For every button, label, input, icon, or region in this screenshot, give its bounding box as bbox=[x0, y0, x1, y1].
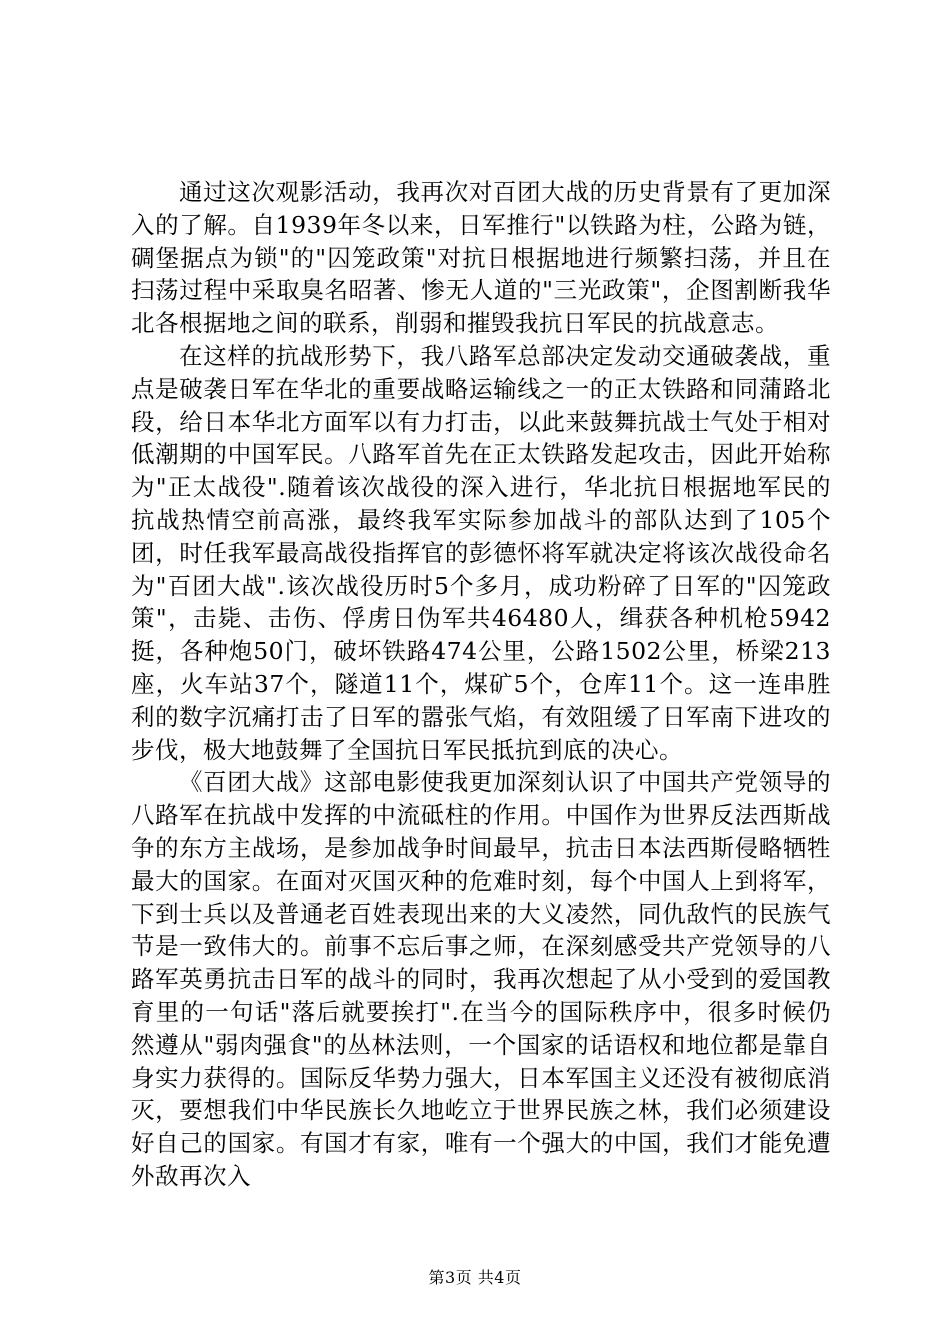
page-number-label: 第3页 共4页 bbox=[428, 1268, 522, 1287]
paragraph-1: 通过这次观影活动，我再次对百团大战的历史背景有了更加深入的了解。自1939年冬以来，日军推行"以铁路为柱，公路为链，碉堡据点为锁"的"囚笼政策"对抗日根据地进行频繁扫荡，并且在扫荡过程中采取臭名昭著、惨无人道的"三光政策"，企图割断我华北各根据地之间的联系，削弱和摧毁我抗日军民的抗战意志。 bbox=[131, 178, 831, 338]
paragraph-3: 《百团大战》这部电影使我更加深刻认识了中国共产党领导的八路军在抗战中发挥的中流砥柱的作用。中国作为世界反法西斯战争的东方主战场，是参加战争时间最早，抗击日本法西斯侵略牺牲最大的国家。在面对灭国灭种的危难时刻，每个中国人上到将军，下到士兵以及普通老百姓表现出来的大义凌然，同仇敌忾的民族气节是一致伟大的。前事不忘后事之师，在深刻感受共产党领导的八路军英勇抗击日军的战斗的同时，我再次想起了从小受到的爱国教育里的一句话"落后就要挨打".在当今的国际秩序中，很多时候仍然遵从"弱肉强食"的丛林法则，一个国家的话语权和地位都是靠自身实力获得的。国际反华势力强大，日本军国主义还没有被彻底消灭，要想我们中华民族长久地屹立于世界民族之林，我们必须建设好自己的国家。有国才有家，唯有一个强大的中国，我们才能免遭外敌再次入 bbox=[131, 768, 831, 1190]
page-footer bbox=[0, 1268, 950, 1288]
body-text bbox=[131, 176, 831, 1193]
paragraph-2: 在这样的抗战形势下，我八路军总部决定发动交通破袭战，重点是破袭日军在华北的重要战略运输线之一的正太铁路和同蒲路北段，给日本华北方面军以有力打击，以此来鼓舞抗战士气处于相对低潮期的中国军民。八路军首先在正太铁路发起攻击，因此开始称为"正太战役".随着该次战役的深入进行，华北抗日根据地军民的抗战热情空前高涨，最终我军实际参加战斗的部队达到了105个团，时任我军最高战役指挥官的彭德怀将军就决定将该次战役命名为"百团大战".该次战役历时5个多月，成功粉碎了日军的"囚笼政策"，击毙、击伤、俘虏日伪军共46480人，缉获各种机枪5942挺，各种炮50门，破坏铁路474公里，公路1502公里，桥梁213座，火车站37个，隧道11个，煤矿5个，仓库11个。这一连串胜利的数字沉痛打击了日军的嚣张气焰，有效阻缓了日军南下进攻的步伐，极大地鼓舞了全国抗日军民抵抗到底的决心。 bbox=[131, 341, 831, 764]
